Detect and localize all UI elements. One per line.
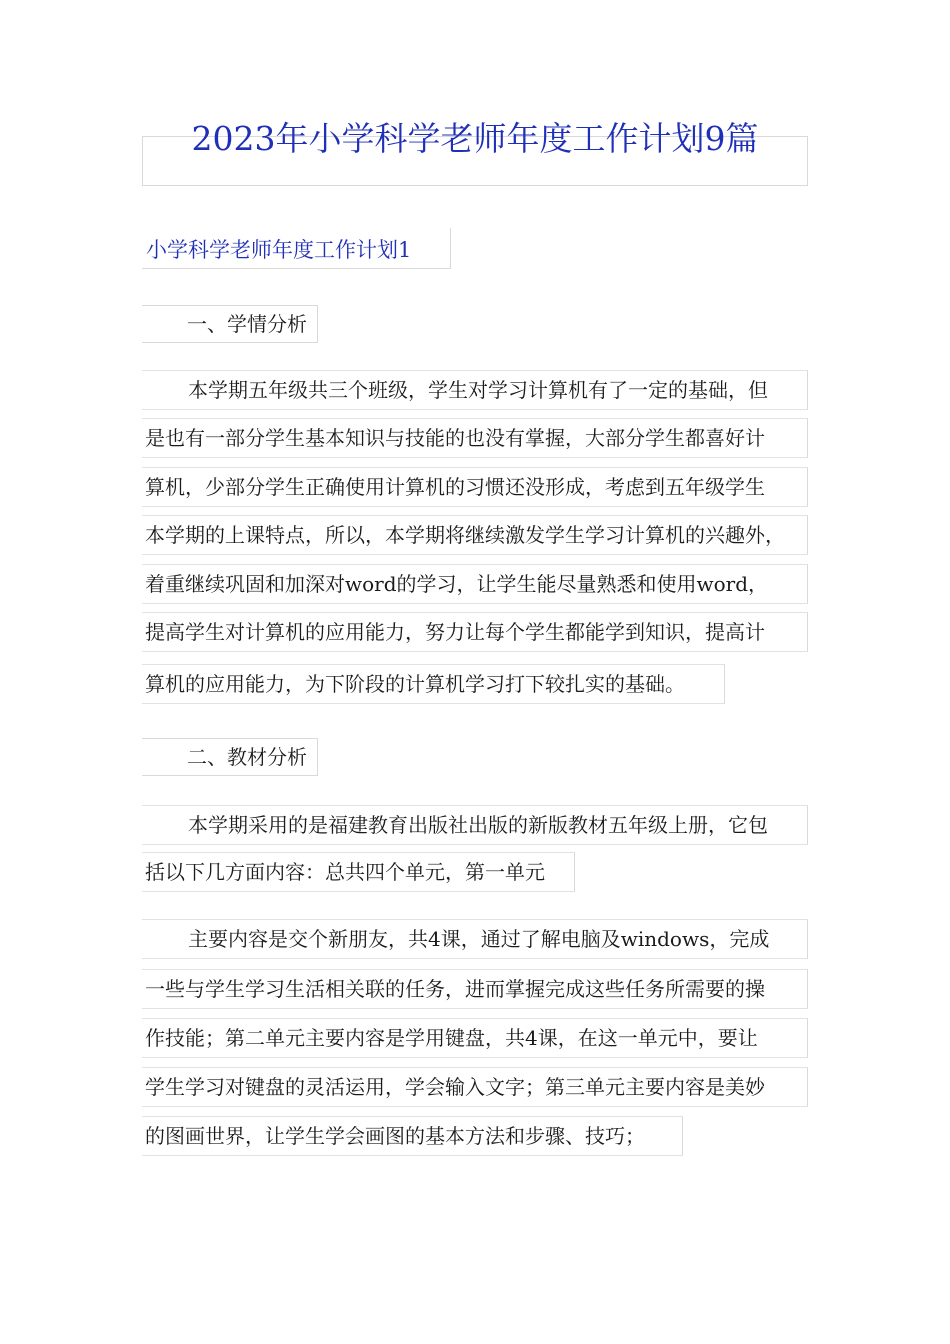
document-title: 2023年小学科学老师年度工作计划9篇 xyxy=(191,119,759,158)
paragraph-line: 括以下几方面内容：总共四个单元，第一单元 xyxy=(142,852,575,892)
paragraph-line: 一些与学生学习生活相关联的任务，进而掌握完成这些任务所需要的操 xyxy=(142,969,808,1009)
paragraph-line: 提高学生对计算机的应用能力，努力让每个学生都能学到知识，提高计 xyxy=(142,612,808,652)
heading-box-1 xyxy=(142,305,318,343)
paragraph-line: 算机，少部分学生正确使用计算机的习惯还没形成，考虑到五年级学生 xyxy=(142,467,808,507)
paragraph-line: 是也有一部分学生基本知识与技能的也没有掌握，大部分学生都喜好计 xyxy=(142,418,808,458)
section-title: 小学科学老师年度工作计划1 xyxy=(146,238,412,262)
paragraph-line: 本学期的上课特点，所以，本学期将继续激发学生学习计算机的兴趣外， xyxy=(142,515,808,555)
paragraph-line: 着重继续巩固和加深对word的学习，让学生能尽量熟悉和使用word， xyxy=(142,564,808,604)
title-box xyxy=(142,119,808,186)
paragraph-line: 主要内容是交个新朋友，共4课，通过了解电脑及windows，完成 xyxy=(142,919,808,959)
heading-box-2 xyxy=(142,738,318,776)
paragraph-line: 学生学习对键盘的灵活运用，学会输入文字；第三单元主要内容是美妙 xyxy=(142,1067,808,1107)
section-title-box xyxy=(142,228,451,269)
heading-student-analysis: 一、学情分析 xyxy=(187,312,307,336)
heading-textbook-analysis: 二、教材分析 xyxy=(187,745,307,769)
paragraph-line: 本学期采用的是福建教育出版社出版的新版教材五年级上册，它包 xyxy=(142,805,808,845)
paragraph-line: 作技能；第二单元主要内容是学用键盘，共4课，在这一单元中，要让 xyxy=(142,1018,808,1058)
paragraph-line: 的图画世界，让学生学会画图的基本方法和步骤、技巧； xyxy=(142,1116,683,1156)
paragraph-line: 本学期五年级共三个班级，学生对学习计算机有了一定的基础，但 xyxy=(142,370,808,410)
paragraph-line: 算机的应用能力，为下阶段的计算机学习打下较扎实的基础。 xyxy=(142,664,725,704)
